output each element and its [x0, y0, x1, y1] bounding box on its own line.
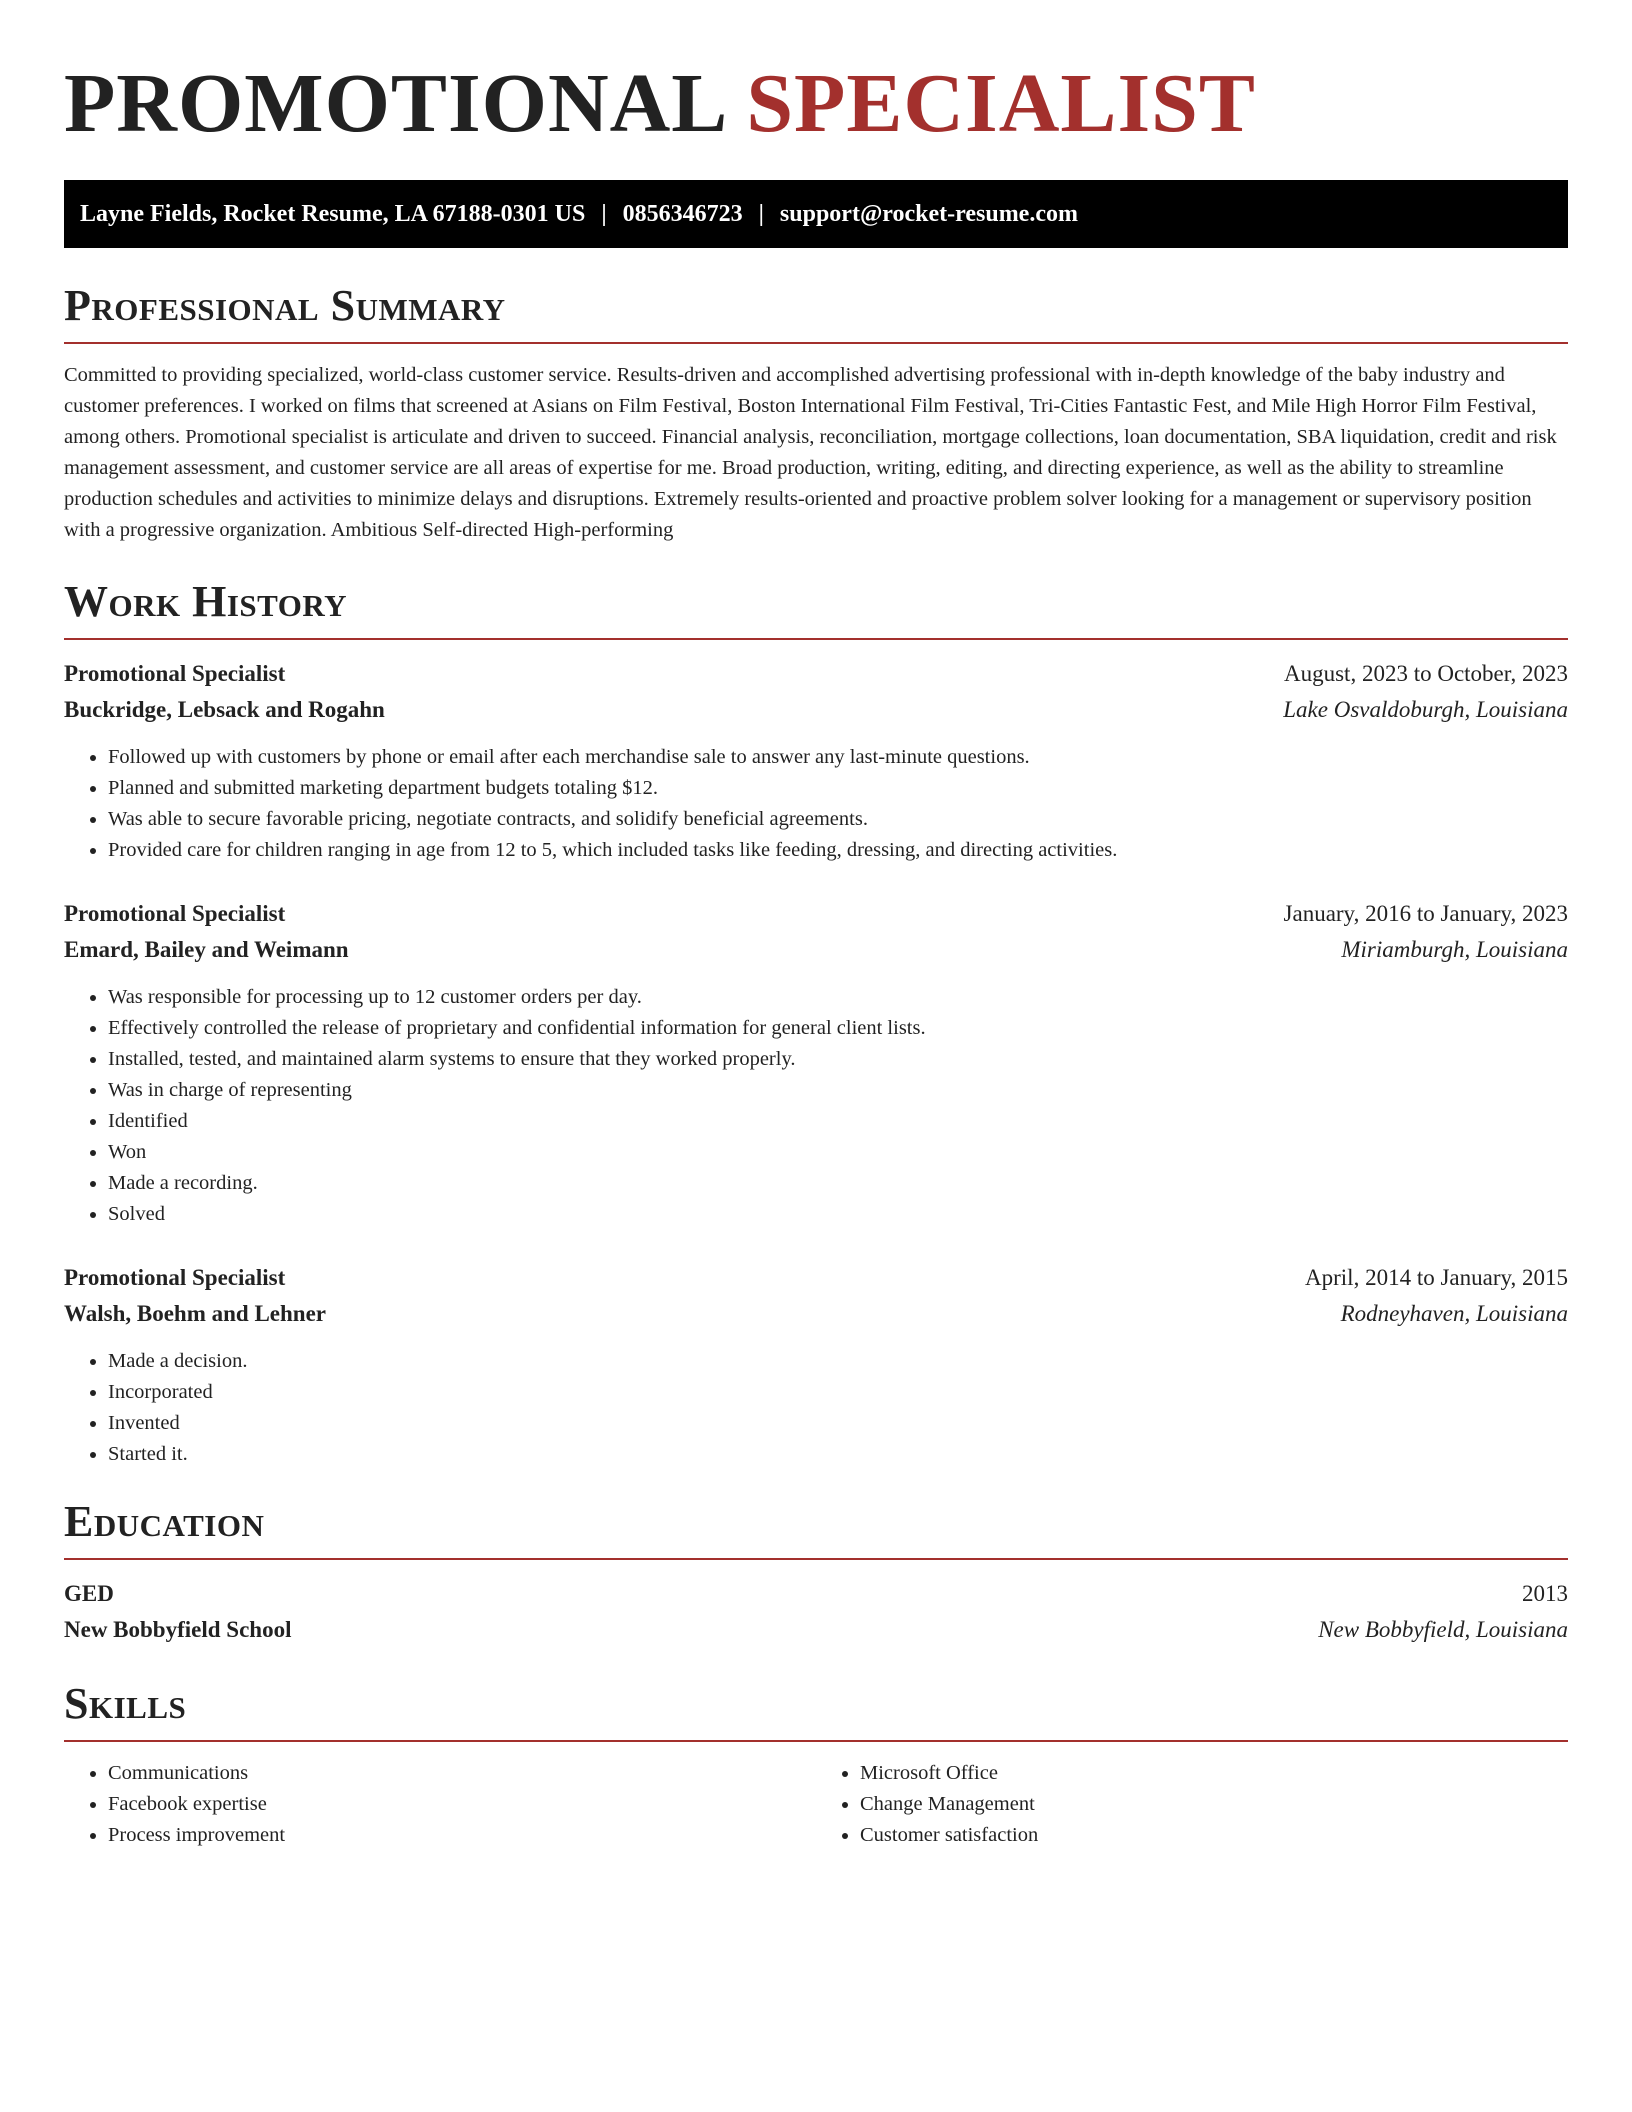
- summary-text: Committed to providing specialized, world-class customer service. Results-driven and accomplished advertising professional with in-depth knowledge of the baby industry and customer preferences. I worked on films that screened at Asians on Film Festival, Boston International Film Festival, Tri-Cities Fantastic Fest, and Mile High Horror Film Festival, among others. Promotional specialist is articulate and driven to succeed. Financial analysis, reconciliation, mortgage collections, loan documentation, SBA liquidation, credit and risk management assessment, and customer service are all areas of expertise for me. Broad production, writing, editing, and directing experience, as well as the ability to streamline production schedules and activities to minimize delays and disruptions. Extremely results-oriented and proactive problem solver looking for a management or supervisory position with a progressive organization. Ambitious Self-directed High-performing: [64, 364, 1557, 541]
- job-company: Buckridge, Lebsack and Rogahn: [64, 697, 385, 722]
- job-company: Emard, Bailey and Weimann: [64, 937, 349, 962]
- job-bullet: • Incorporated: [108, 1377, 1568, 1408]
- job-bullet: • Was in charge of representing: [108, 1075, 1568, 1106]
- section-divider: [64, 1740, 1568, 1742]
- education-school-row: [64, 1612, 1568, 1648]
- resume-title: [64, 56, 1568, 152]
- job-location: Lake Osvaldoburgh, Louisiana: [1283, 697, 1568, 722]
- contact-address: Layne Fields, Rocket Resume, LA 67188-0301 US: [80, 200, 586, 227]
- skills-section: [64, 1678, 1568, 1851]
- contact-separator: |: [758, 200, 764, 227]
- job-company-row: [64, 1296, 1568, 1332]
- section-heading-summary: Professional Summary: [64, 281, 506, 330]
- section-divider: [64, 342, 1568, 344]
- section-heading-education: Education: [64, 1497, 265, 1546]
- job-title: Promotional Specialist: [64, 1265, 286, 1290]
- job-header-row: [64, 656, 1568, 692]
- job-entry: [64, 1260, 1568, 1470]
- job-bullets: [64, 1346, 1568, 1470]
- contact-separator: |: [601, 200, 607, 227]
- job-bullet: • Provided care for children ranging in age from 12 to 5, which included tasks like feeding, dressing, and directing activities.: [108, 835, 1568, 866]
- education-section: [64, 1496, 1568, 1648]
- job-dates: April, 2014 to January, 2015: [1305, 1265, 1568, 1290]
- skill-item: • Process improvement: [108, 1820, 816, 1851]
- job-bullet: • Identified: [108, 1106, 1568, 1137]
- summary-section: [64, 280, 1568, 546]
- education-degree-row: [64, 1576, 1568, 1612]
- education-school: New Bobbyfield School: [64, 1617, 292, 1642]
- job-bullet: • Effectively controlled the release of proprietary and confidential information for general client lists.: [108, 1013, 1568, 1044]
- contact-phone: 0856346723: [622, 200, 743, 227]
- education-year: 2013: [1522, 1581, 1568, 1606]
- job-title: Promotional Specialist: [64, 901, 286, 926]
- job-location: Miriamburgh, Louisiana: [1341, 937, 1568, 962]
- job-company-row: [64, 932, 1568, 968]
- skill-item: • Microsoft Office: [860, 1758, 1568, 1789]
- job-company-row: [64, 692, 1568, 728]
- skills-list-left: [64, 1758, 816, 1851]
- work-history-section: [64, 576, 1568, 1470]
- job-bullet: • Solved: [108, 1199, 1568, 1230]
- skill-item: • Change Management: [860, 1789, 1568, 1820]
- job-bullet: • Invented: [108, 1408, 1568, 1439]
- job-location: Rodneyhaven, Louisiana: [1340, 1301, 1568, 1326]
- contact-email: support@rocket-resume.com: [779, 200, 1078, 227]
- job-bullet: • Installed, tested, and maintained alarm systems to ensure that they worked properly.: [108, 1044, 1568, 1075]
- job-entry: [64, 656, 1568, 866]
- job-bullet: • Made a recording.: [108, 1168, 1568, 1199]
- section-heading-work-history: Work History: [64, 577, 348, 626]
- job-entry: [64, 896, 1568, 1230]
- job-dates: August, 2023 to October, 2023: [1284, 661, 1568, 686]
- title-first-word: PROMOTIONAL: [64, 57, 729, 150]
- title-second-word: SPECIALIST: [746, 57, 1256, 150]
- job-company: Walsh, Boehm and Lehner: [64, 1301, 326, 1326]
- job-header-row: [64, 1260, 1568, 1296]
- job-bullet: • Was able to secure favorable pricing, negotiate contracts, and solidify beneficial agreements.: [108, 804, 1568, 835]
- job-bullet: • Was responsible for processing up to 12 customer orders per day.: [108, 982, 1568, 1013]
- job-bullets: [64, 982, 1568, 1230]
- skill-item: • Facebook expertise: [108, 1789, 816, 1820]
- job-bullets: [64, 742, 1568, 866]
- skill-item: • Communications: [108, 1758, 816, 1789]
- job-bullet: • Planned and submitted marketing department budgets totaling $12.: [108, 773, 1568, 804]
- skills-list-right: [816, 1758, 1568, 1851]
- job-title: Promotional Specialist: [64, 661, 286, 686]
- job-bullet: • Made a decision.: [108, 1346, 1568, 1377]
- contact-bar: [64, 180, 1568, 248]
- job-bullet: • Followed up with customers by phone or email after each merchandise sale to answer any last-minute questions.: [108, 742, 1568, 773]
- skill-item: • Customer satisfaction: [860, 1820, 1568, 1851]
- education-degree: GED: [64, 1581, 114, 1606]
- job-bullet: • Started it.: [108, 1439, 1568, 1470]
- section-heading-skills: Skills: [64, 1679, 187, 1728]
- job-dates: January, 2016 to January, 2023: [1283, 901, 1568, 926]
- job-header-row: [64, 896, 1568, 932]
- skills-grid: [64, 1758, 1568, 1851]
- section-divider: [64, 1558, 1568, 1560]
- section-divider: [64, 638, 1568, 640]
- job-bullet: • Won: [108, 1137, 1568, 1168]
- education-location: New Bobbyfield, Louisiana: [1318, 1617, 1568, 1642]
